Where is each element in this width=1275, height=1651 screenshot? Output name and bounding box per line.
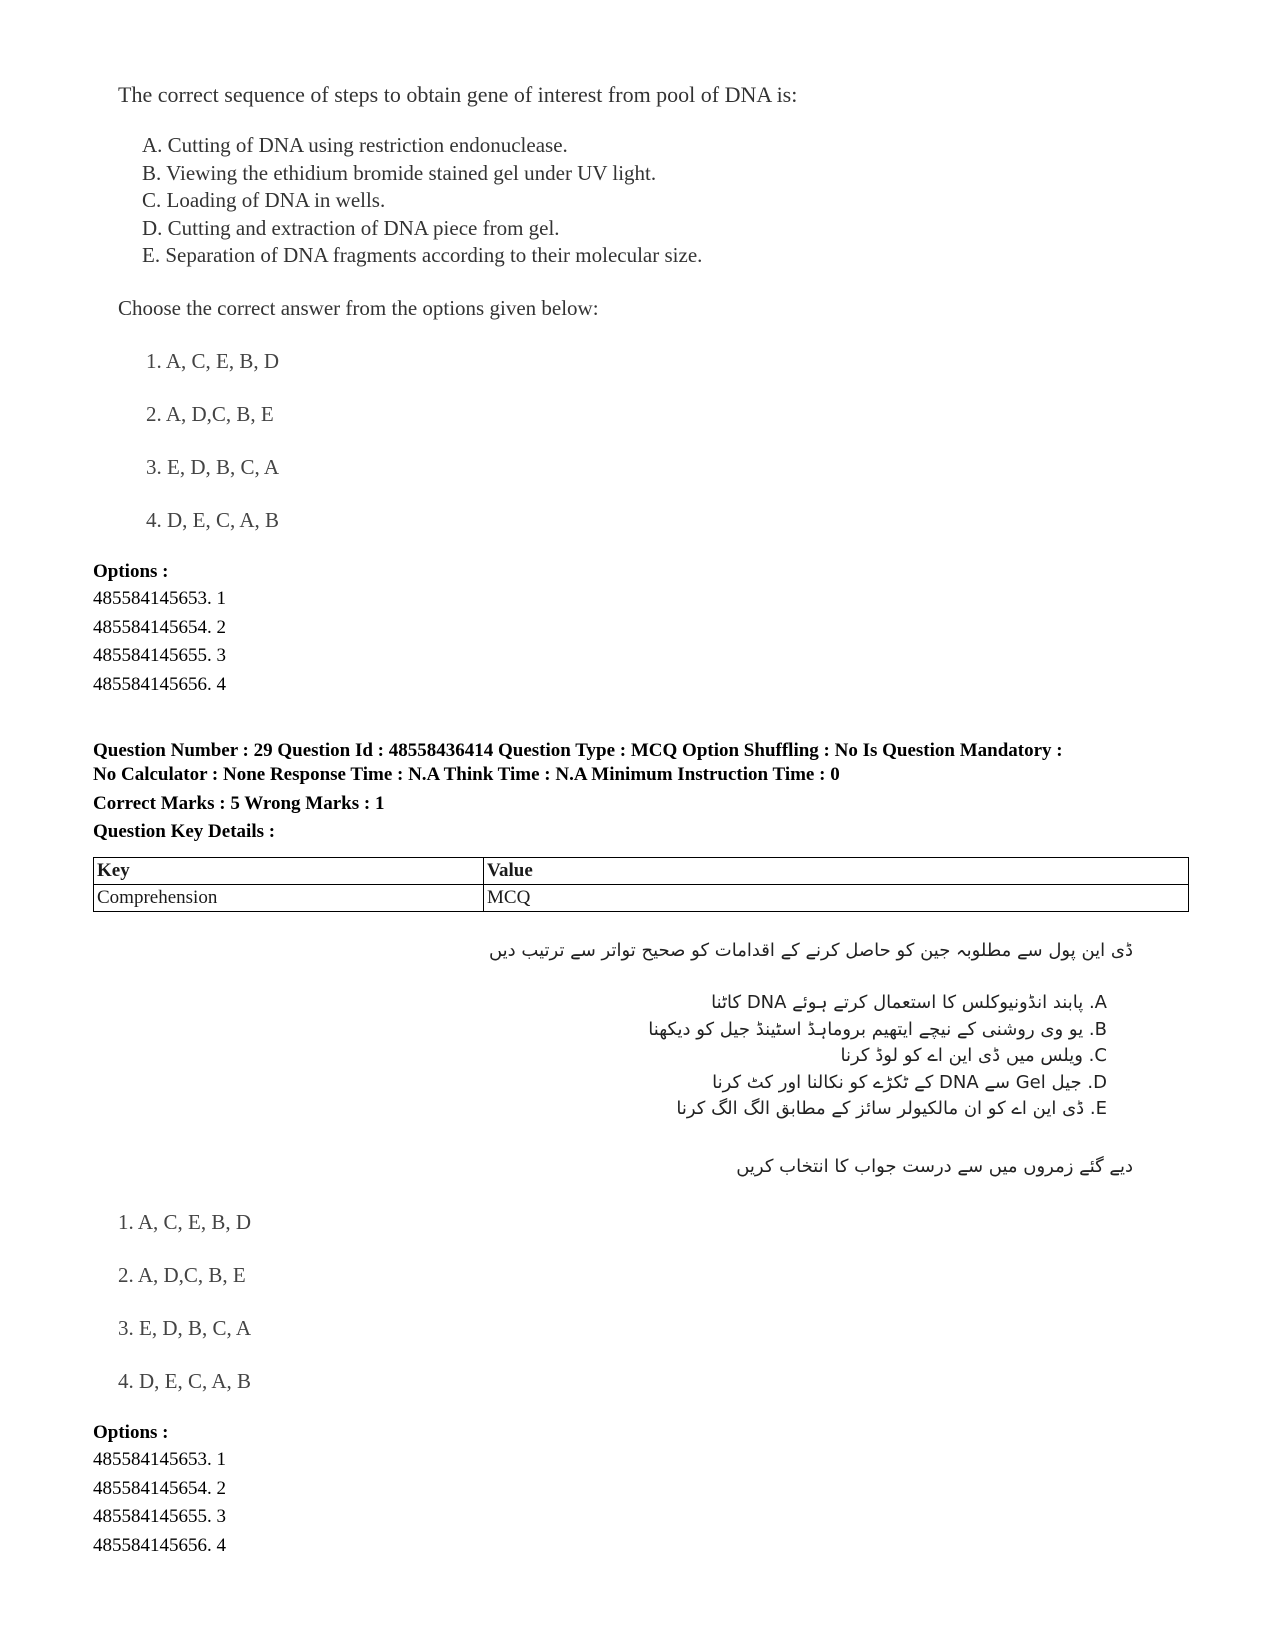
option-1: 485584145653. 1 bbox=[93, 1449, 226, 1470]
table-row bbox=[94, 885, 1189, 912]
table-header-value: Value bbox=[484, 858, 1189, 885]
question-text: The correct sequence of steps to obtain gene of interest from pool of DNA is: bbox=[118, 82, 798, 107]
options-list bbox=[93, 585, 226, 699]
question-header-line2: No Calculator : None Response Time : N.A Think Time : N.A Minimum Instruction Time : 0 bbox=[93, 764, 840, 785]
choice-4: 4. D, E, C, A, B bbox=[118, 1369, 252, 1393]
options-label: Options : bbox=[93, 561, 169, 582]
urdu-statement-e: E. ڈی این اے کو ان مالکیولر سائز کے مطابق الگ الگ کرنا bbox=[676, 1098, 1107, 1119]
statement-list bbox=[142, 132, 702, 270]
urdu-statement-c: C. ویلس میں ڈی این اے کو لوڈ کرنا bbox=[840, 1045, 1107, 1066]
instruction-text: Choose the correct answer from the options given below: bbox=[118, 296, 599, 320]
statement-e: E. Separation of DNA fragments according to their molecular size. bbox=[142, 243, 703, 267]
choice-1: 1. A, C, E, B, D bbox=[118, 1210, 252, 1234]
choice-2: 2. A, D,C, B, E bbox=[146, 402, 274, 426]
table-header-key: Key bbox=[94, 858, 484, 885]
options-label: Options : bbox=[93, 1422, 169, 1443]
choice-3: 3. E, D, B, C, A bbox=[118, 1316, 252, 1340]
table-cell-value: MCQ bbox=[484, 885, 1189, 912]
urdu-instruction-text: دیے گئے زمروں میں سے درست جواب کا انتخاب کریں bbox=[736, 1156, 1133, 1177]
statement-d: D. Cutting and extraction of DNA piece from gel. bbox=[142, 215, 560, 240]
table-cell-key: Comprehension bbox=[94, 885, 484, 912]
option-1: 485584145653. 1 bbox=[93, 588, 226, 609]
urdu-statement-a: A. پابند انڈونیوکلس کا استعمال کرتے ہوئے DNA کاٹنا bbox=[711, 992, 1107, 1013]
choice-3: 3. E, D, B, C, A bbox=[146, 455, 280, 479]
statement-b: B. Viewing the ethidium bromide stained gel under UV light. bbox=[142, 160, 657, 185]
urdu-question-text: ڈی این پول سے مطلوبہ جین کو حاصل کرنے کے اقدامات کو صحیح تواتر سے ترتیب دیں bbox=[488, 940, 1133, 961]
statement-a: A. Cutting of DNA using restriction endonuclease. bbox=[142, 133, 568, 157]
option-4: 485584145656. 4 bbox=[93, 673, 226, 695]
choice-1: 1. A, C, E, B, D bbox=[146, 349, 280, 373]
option-4: 485584145656. 4 bbox=[93, 1534, 226, 1556]
option-3: 485584145655. 3 bbox=[93, 645, 226, 666]
key-details-label: Question Key Details : bbox=[93, 821, 276, 842]
table-header-row bbox=[94, 858, 1189, 885]
option-3: 485584145655. 3 bbox=[93, 1506, 226, 1527]
option-2: 485584145654. 2 bbox=[93, 1477, 226, 1499]
urdu-statement-b: B. یو وی روشنی کے نیچے ایتھیم بروماہڈ اسٹینڈ جیل کو دیکھنا bbox=[648, 1018, 1107, 1040]
question-header-line1: Question Number : 29 Question Id : 48558436414 Question Type : MCQ Option Shuffling : No Is Question Mandatory : bbox=[93, 740, 1063, 761]
statement-c: C. Loading of DNA in wells. bbox=[142, 188, 386, 212]
marks-line: Correct Marks : 5 Wrong Marks : 1 bbox=[93, 793, 385, 814]
choice-2: 2. A, D,C, B, E bbox=[118, 1263, 246, 1287]
urdu-statement-d: D. جیل Gel سے DNA کے ٹکڑے کو نکالنا اور کٹ کرنا bbox=[712, 1071, 1107, 1093]
option-2: 485584145654. 2 bbox=[93, 616, 226, 638]
key-details-table bbox=[93, 857, 1189, 912]
choice-4: 4. D, E, C, A, B bbox=[146, 508, 280, 532]
options-list bbox=[93, 1446, 226, 1560]
urdu-statement-list bbox=[648, 990, 1107, 1123]
